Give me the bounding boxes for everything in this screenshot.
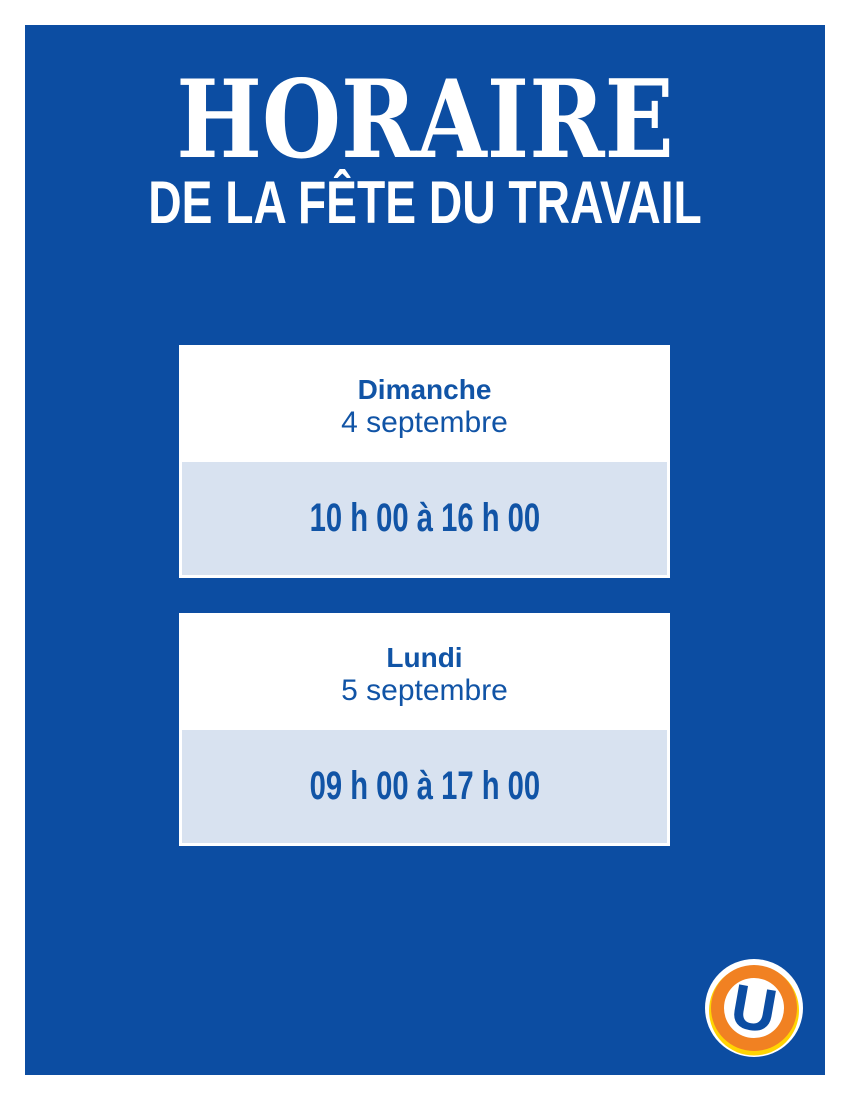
day-label: Dimanche bbox=[357, 374, 492, 405]
date-label: 5 septembre bbox=[341, 674, 508, 707]
schedule-card-sunday bbox=[179, 345, 670, 578]
card-header-monday bbox=[179, 613, 670, 730]
day-label: Lundi bbox=[386, 642, 463, 673]
card-body-sunday bbox=[182, 462, 667, 575]
poster-subtitle: DE LA FÊTE DU TRAVAIL bbox=[148, 169, 702, 236]
date-label: 4 septembre bbox=[341, 406, 508, 439]
hours-label: 09 h 00 à 17 h 00 bbox=[309, 764, 540, 808]
poster-background bbox=[25, 25, 825, 1075]
hours-label: 10 h 00 à 16 h 00 bbox=[309, 496, 540, 540]
card-header-sunday bbox=[179, 345, 670, 462]
u-circle-brand-logo-icon bbox=[704, 958, 804, 1058]
schedule-card-monday bbox=[179, 613, 670, 846]
poster-title: HORAIRE bbox=[176, 57, 674, 183]
u-letter: U bbox=[725, 971, 782, 1048]
card-body-monday bbox=[182, 730, 667, 843]
